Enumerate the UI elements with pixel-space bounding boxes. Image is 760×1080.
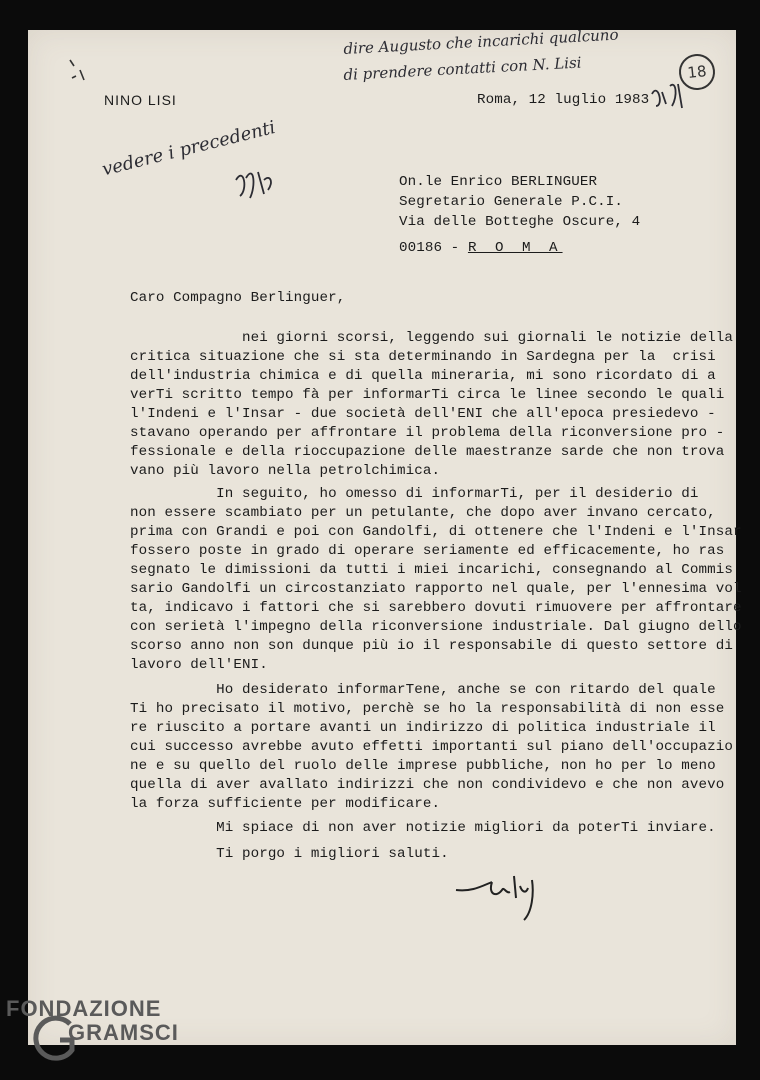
- body-line: nei giorni scorsi, leggendo sui giornali le notizie della: [130, 330, 733, 346]
- body-line: l'Indeni e l'Insar - due società dell'ENI che all'epoca presiedevo -: [130, 406, 716, 422]
- watermark-line2: GRAMSCI: [68, 1020, 179, 1045]
- body-line: cui successo avrebbe avuto effetti importanti sul piano dell'occupazio: [130, 739, 733, 755]
- body-line: prima con Grandi e poi con Gandolfi, di ottenere che l'Indeni e l'Insar: [130, 524, 742, 540]
- handwritten-note-line2: di prendere contatti con N. Lisi: [343, 53, 582, 84]
- body-line: re riuscito a portare avanti un indirizzo di politica industriale il: [130, 720, 716, 736]
- body-line: fossero poste in grado di operare seriamente ed efficacemente, ho ras: [130, 543, 725, 559]
- body-line: sario Gandolfi un circostanziato rapporto nel quale, per l'ennesima vol: [130, 581, 742, 597]
- recipient-street: Via delle Botteghe Oscure, 4: [399, 214, 641, 230]
- body-line: Mi spiace di non aver notizie migliori da poterTi inviare.: [130, 820, 716, 836]
- recipient-city: R O M A: [467, 240, 563, 256]
- signature-icon: [452, 868, 552, 928]
- pen-marks-icon: [62, 56, 102, 86]
- body-line: quella di aver avallato indirizzi che non condividevo e che non avevo: [130, 777, 725, 793]
- salutation: Caro Compagno Berlinguer,: [130, 290, 346, 306]
- handwritten-margin-note: vedere i precedenti: [100, 117, 278, 181]
- handwritten-initials-icon: [648, 78, 688, 112]
- recipient-name: On.le Enrico BERLINGUER: [399, 174, 598, 190]
- watermark-logo-icon: [30, 1014, 80, 1064]
- handwritten-initials-icon: [230, 160, 280, 205]
- body-line: critica situazione che si sta determinando in Sardegna per la crisi: [130, 349, 716, 365]
- body-line: Ho desiderato informarTene, anche se con ritardo del quale: [130, 682, 716, 698]
- body-line: fessionale e della rioccupazione delle maestranze sarde che non trova: [130, 444, 725, 460]
- place-date: Roma, 12 luglio 1983: [477, 92, 650, 108]
- recipient-title: Segretario Generale P.C.I.: [399, 194, 623, 210]
- body-line: In seguito, ho omesso di informarTi, per il desiderio di: [130, 486, 699, 502]
- body-line: lavoro dell'ENI.: [130, 657, 268, 673]
- recipient-city-line: [399, 240, 563, 256]
- body-line: la forza sufficiente per modificare.: [130, 796, 441, 812]
- sender-name: NINO LISI: [104, 92, 177, 108]
- body-line: segnato le dimissioni da tutti i miei incarichi, consegnando al Commis: [130, 562, 733, 578]
- body-line: non essere scambiato per un petulante, che dopo aver invano cercato,: [130, 505, 716, 521]
- closing: Ti porgo i migliori saluti.: [130, 846, 449, 862]
- body-line: scorso anno non son dunque più io il responsabile di questo settore di: [130, 638, 733, 654]
- archive-number: 18: [677, 52, 717, 92]
- body-line: ne e su quello del ruolo delle imprese pubbliche, non ho per lo meno: [130, 758, 716, 774]
- body-line: ta, indicavo i fattori che si sarebbero dovuti rimuovere per affrontare: [130, 600, 742, 616]
- body-line: vano più lavoro nella petrolchimica.: [130, 463, 441, 479]
- handwritten-note-line1: dire Augusto che incarichi qualcuno: [343, 25, 619, 58]
- body-line: Ti ho precisato il motivo, perchè se ho la responsabilità di non esse: [130, 701, 725, 717]
- body-line: dell'industria chimica e di quella mineraria, mi sono ricordato di a: [130, 368, 716, 384]
- recipient-postcode: 00186 -: [399, 240, 460, 256]
- body-line: stavano operando per affrontare il problema della riconversione pro -: [130, 425, 725, 441]
- watermark-line1: FONDAZIONE: [6, 996, 162, 1021]
- body-line: con serietà l'impegno della riconversione industriale. Dal giugno dello: [130, 619, 742, 635]
- body-line: verTi scritto tempo fà per informarTi circa le linee secondo le quali: [130, 387, 725, 403]
